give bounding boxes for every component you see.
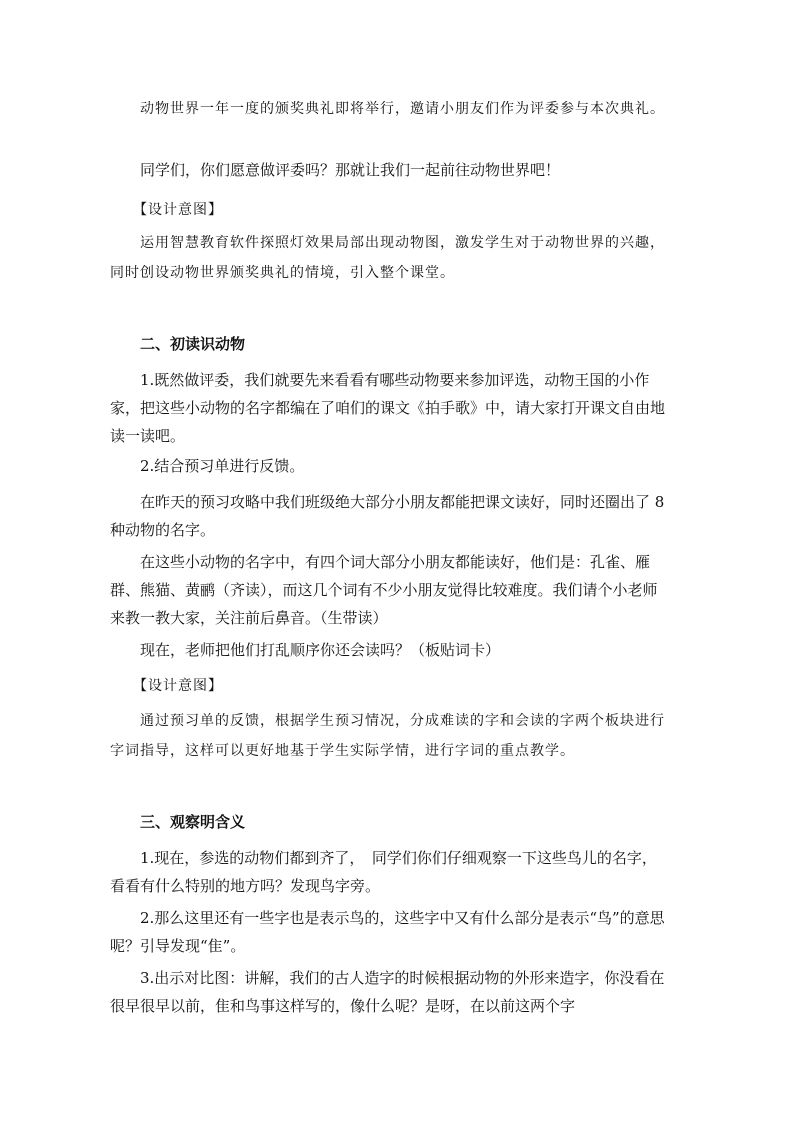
section2-shuffle-paragraph: 现在，老师把他们打乱顺序你还会读吗？（板贴词卡）: [110, 641, 501, 659]
section3-item2: 2.那么这里还有一些字也是表示鸟的，这些字中又有什么部分是表示“鸟”的意思呢？引导发现“隹”。: [110, 909, 665, 955]
section2-item2: 2.结合预习单进行反馈。: [110, 457, 305, 475]
section3-item3: 3.出示对比图：讲解，我们的古人造字的时候根据动物的外形来造字，你没看在很早很早以前，隹和鸟事这样写的，像什么呢？是呀，在以前这两个字: [110, 969, 665, 1015]
design-intent-label-2: 【设计意图】: [110, 678, 223, 694]
section-heading-2: 二、初读识动物: [110, 335, 246, 353]
design-intent-text: 运用智慧教育软件探照灯效果局部出现动物图，激发学生对于动物世界的兴趣，同时创设动物世界颁奖典礼的情境，引入整个课堂。: [110, 235, 665, 281]
design-intent-label: 【设计意图】: [110, 202, 223, 218]
section2-item1: 1.既然做评委，我们就要先来看看有哪些动物要来参加评选，动物王国的小作家，把这些小动物的名字都编在了咱们的课文《拍手歌》中，请大家打开课文自由地读一读吧。: [110, 371, 666, 445]
section2-preview-paragraph: 在昨天的预习攻略中我们班级绝大部分小朋友都能把课文读好，同时还圈出了 8 种动物的名字。: [110, 493, 665, 539]
design-intent-text-2: 通过预习单的反馈，根据学生预习情况，分成难读的字和会读的字两个板块进行字词指导，这样可以更好地基于学生实际学情，进行字词的重点教学。: [110, 713, 665, 759]
section2-names-paragraph: 在这些小动物的名字中，有四个词大部分小朋友都能读好，他们是：孔雀、雁群、熊猫、黄鹂（齐读），而这几个词有不少小朋友觉得比较难度。我们请个小老师来教一教大家，关注前后鼻音。（生带读）: [110, 553, 658, 627]
section3-item1: 1.现在，参选的动物们都到齐了， 同学们你们仔细观察一下这些鸟儿的名字，看看有什么特别的地方吗？发现鸟字旁。: [110, 849, 657, 895]
intro-paragraph: 动物世界一年一度的颁奖典礼即将举行，邀请小朋友们作为评委参与本次典礼。: [110, 101, 665, 117]
section-heading-3: 三、观察明含义: [110, 813, 246, 831]
invite-paragraph: 同学们，你们愿意做评委吗？那就让我们一起前往动物世界吧！: [110, 161, 561, 179]
